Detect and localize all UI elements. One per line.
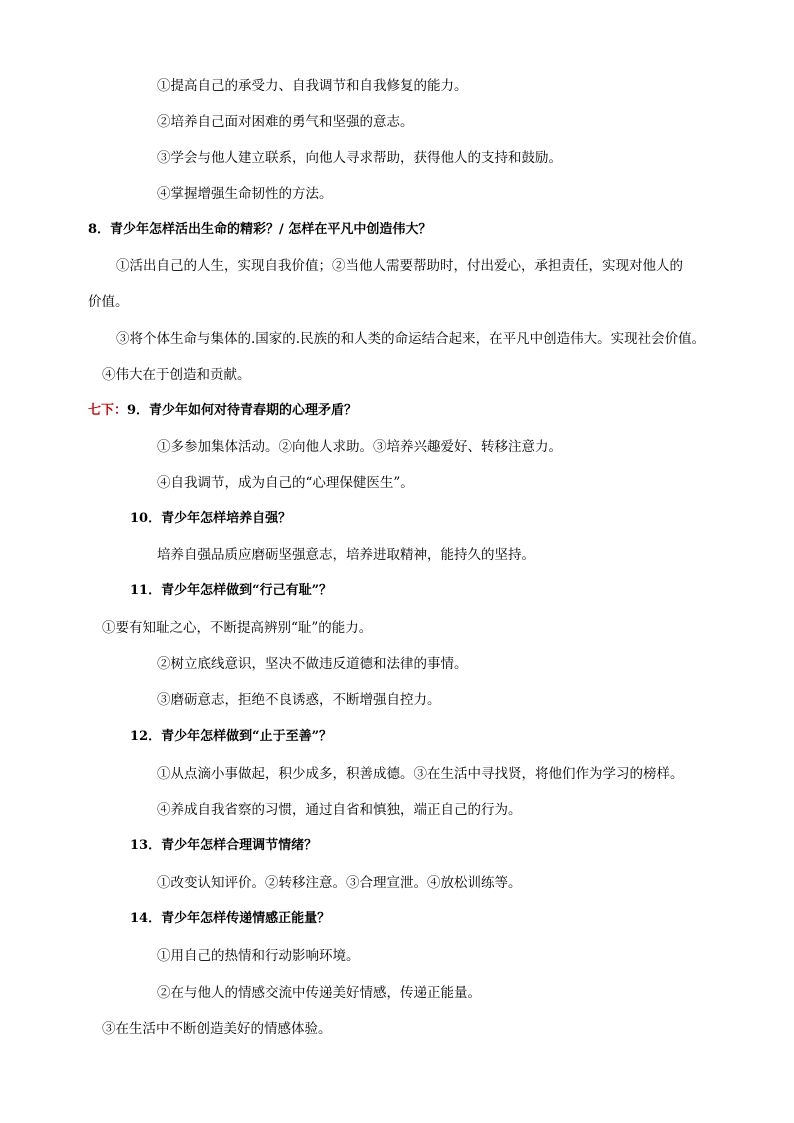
question-8-heading: 8．青少年怎样活出生命的精彩？/ 怎样在平凡中创造伟大？ [88, 222, 432, 237]
answer-8-line-2: ③将个体生命与集体的.国家的.民族的和人类的命运结合起来，在平凡中创造伟大。实现社会价值。 [116, 331, 706, 347]
question-11-heading: 11．青少年怎样做到“行己有耻”？ [130, 583, 333, 598]
grade-label: 七下： [88, 403, 128, 418]
answer-9-line-2: ④自我调节，成为自己的“心理保健医生”。 [157, 475, 414, 491]
answer-11-line-3: ③磨砺意志，拒绝不良诱惑，不断增强自控力。 [157, 692, 441, 708]
question-13-heading: 13．青少年怎样合理调节情绪？ [130, 838, 318, 853]
answer-8-line-3: ④伟大在于创造和贡献。 [102, 367, 251, 383]
question-9-heading [88, 401, 357, 421]
point-2-courage: ②培养自己面对困难的勇气和坚强的意志。 [157, 114, 414, 130]
question-10-heading: 10．青少年怎样培养自强？ [130, 511, 292, 526]
answer-11-line-1: ①要有知耻之心，不断提高辨别“耻”的能力。 [102, 620, 373, 636]
answer-13: ①改变认知评价。②转移注意。③合理宣泄。④放松训练等。 [157, 875, 522, 891]
point-3-seek-help: ③学会与他人建立联系，向他人寻求帮助，获得他人的支持和鼓励。 [157, 150, 562, 166]
point-1-resilience: ①提高自己的承受力、自我调节和自我修复的能力。 [157, 78, 468, 94]
point-4-methods: ④掌握增强生命韧性的方法。 [157, 186, 333, 202]
answer-9-line-1: ①多参加集体活动。②向他人求助。③培养兴趣爱好、转移注意力。 [157, 439, 562, 455]
answer-12-line-1: ①从点滴小事做起，积少成多，积善成德。③在生活中寻找贤，将他们作为学习的榜样。 [157, 766, 684, 782]
question-9-text: 9．青少年如何对待青春期的心理矛盾？ [127, 403, 358, 418]
question-14-heading: 14．青少年怎样传递情感正能量？ [130, 911, 331, 926]
answer-12-line-2: ④养成自我省察的习惯，通过自省和慎独，端正自己的行为。 [157, 802, 522, 818]
answer-11-line-2: ②树立底线意识，坚决不做违反道德和法律的事情。 [157, 656, 468, 672]
question-12-heading: 12．青少年怎样做到“止于至善”？ [130, 729, 333, 744]
answer-14-line-1: ①用自己的热情和行动影响环境。 [157, 948, 360, 964]
answer-14-line-2: ②在与他人的情感交流中传递美好情感，传递正能量。 [157, 985, 481, 1001]
answer-8-line-1: ①活出自己的人生，实现自我价值；②当他人需要帮助时，付出爱心，承担责任，实现对他人的 [116, 258, 683, 274]
answer-14-line-3: ③在生活中不断创造美好的情感体验。 [102, 1021, 332, 1037]
answer-8-line-1-cont: 价值。 [88, 294, 129, 310]
answer-10: 培养自强品质应磨砺坚强意志，培养进取精神，能持久的坚持。 [157, 547, 535, 563]
